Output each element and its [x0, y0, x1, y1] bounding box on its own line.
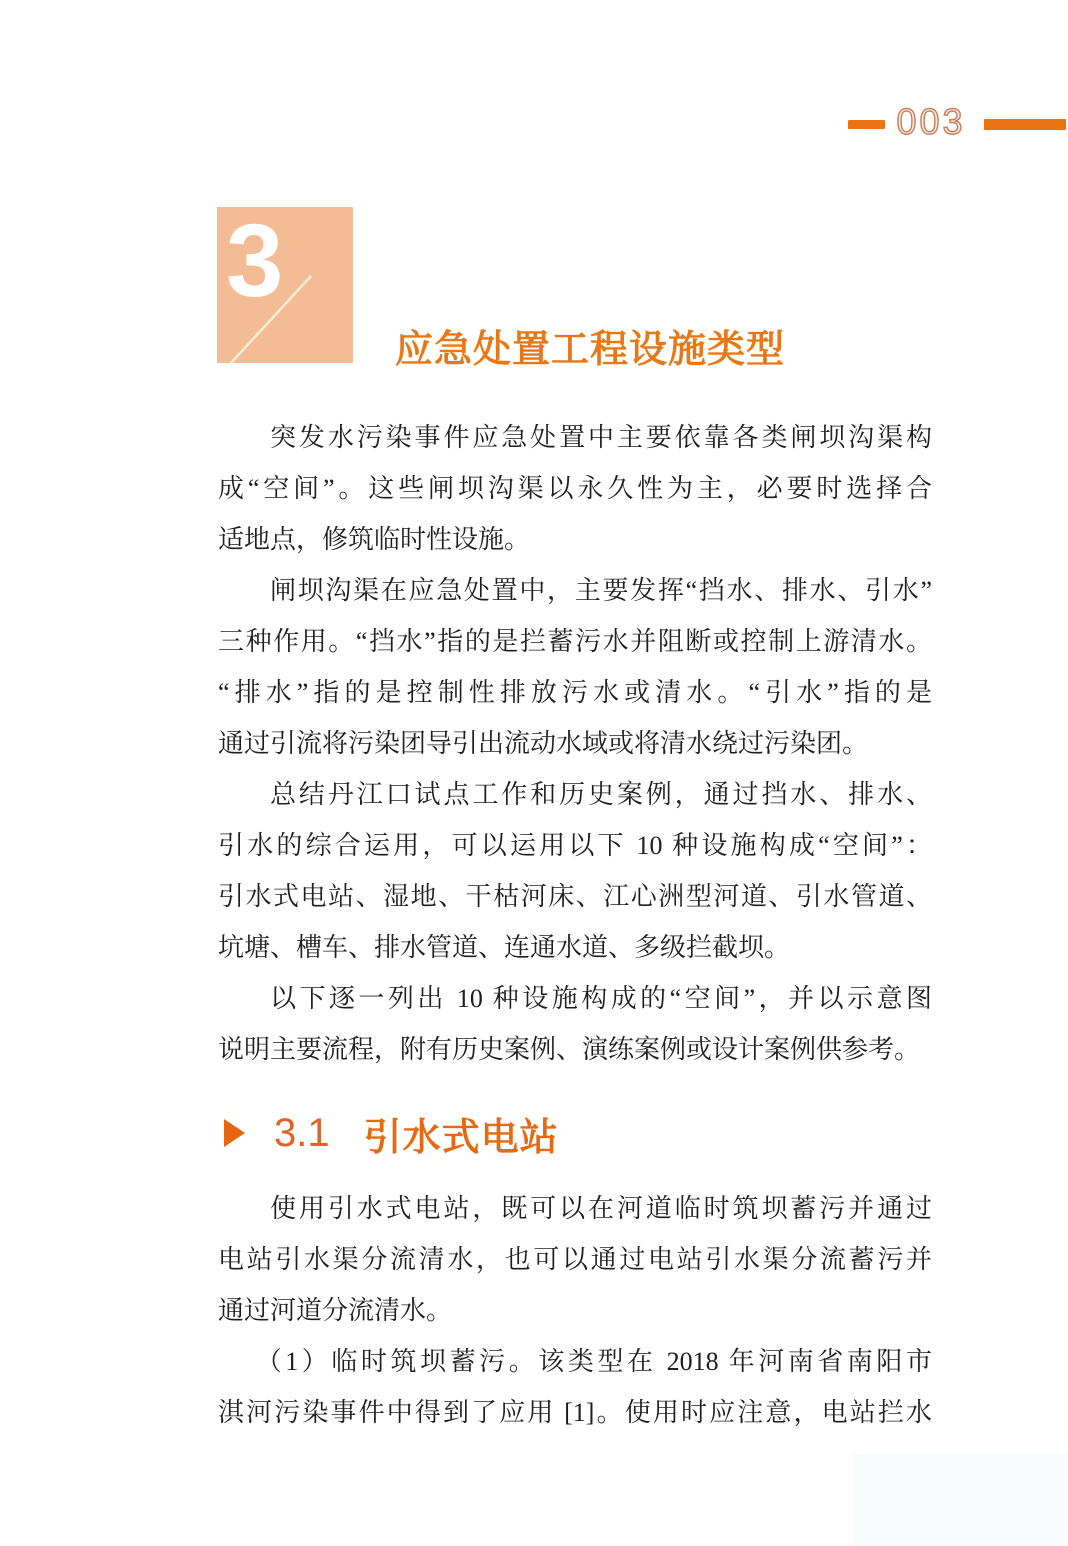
text-line: （1）临时筑坝蓄污。该类型在 2018 年河南省南阳市 [255, 1347, 932, 1376]
text-line: 引水的综合运用，可以运用以下 10 种设施构成“空间”： [218, 831, 932, 860]
text-line: 坑塘、槽车、排水管道、连通水道、多级拦截坝。 [218, 933, 791, 962]
triangle-marker-icon [224, 1119, 245, 1147]
header-dash-rule [848, 120, 885, 129]
text-line: 以下逐一列出 10 种设施构成的“空间”，并以示意图 [270, 984, 932, 1013]
text-line: “排水”指的是控制性排放污水或清水。“引水”指的是 [218, 678, 932, 707]
text-line: 电站引水渠分流清水，也可以通过电站引水渠分流蓄污并 [218, 1245, 932, 1274]
text-line: 淇河污染事件中得到了应用 [1]。使用时应注意，电站拦水 [218, 1398, 932, 1427]
section-heading [218, 1109, 932, 1157]
paragraph [218, 973, 932, 1075]
paragraph [218, 565, 932, 769]
text-line: 适地点，修筑临时性设施。 [218, 525, 531, 554]
chapter-number: 3 [226, 203, 284, 318]
section-number: 3.1 [274, 1110, 330, 1155]
paragraph [218, 1183, 932, 1336]
watermark-ghost [853, 1454, 1068, 1546]
text-line: 三种作用。“挡水”指的是拦蓄污水并阻断或控制上游清水。 [218, 627, 932, 656]
paragraph [218, 769, 932, 973]
text-line: 突发水污染事件应急处置中主要依靠各类闸坝沟渠构 [270, 423, 932, 452]
body-text [218, 412, 932, 1438]
text-line: 通过引流将污染团导引出流动水域或将清水绕过污染团。 [218, 729, 869, 758]
diagonal-line-decoration [217, 203, 353, 363]
page-number: 003 [896, 101, 966, 142]
paragraph [218, 1336, 932, 1438]
section-title: 引水式电站 [363, 1116, 559, 1159]
text-line: 闸坝沟渠在应急处置中，主要发挥“挡水、排水、引水” [270, 576, 932, 605]
chapter-title: 应急处置工程设施类型 [395, 329, 786, 371]
text-line: 总结丹江口试点工作和历史案例，通过挡水、排水、 [270, 780, 932, 809]
text-line: 通过河道分流清水。 [218, 1296, 453, 1325]
text-line: 说明主要流程，附有历史案例、演练案例或设计案例供参考。 [218, 1035, 921, 1064]
header-edge-rule [984, 119, 1066, 130]
text-line: 成“空间”。这些闸坝沟渠以永久性为主，必要时选择合 [218, 474, 932, 503]
chapter-number-box [217, 203, 353, 363]
text-line: 引水式电站、湿地、干枯河床、江心洲型河道、引水管道、 [218, 882, 932, 911]
paragraph [218, 412, 932, 565]
text-line: 使用引水式电站，既可以在河道临时筑坝蓄污并通过 [270, 1194, 932, 1223]
